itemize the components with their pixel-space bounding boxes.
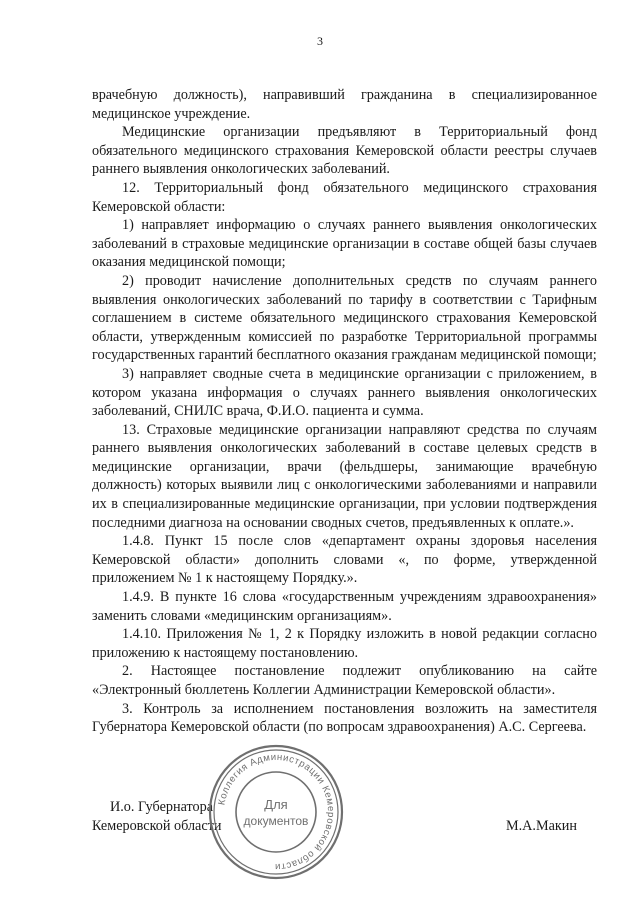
paragraph: 1.4.9. В пункте 16 слова «государственным учреждениям здравоохранения» заменить словами «медицинским организациям». [92, 589, 597, 624]
official-stamp [206, 742, 346, 882]
stamp-center-line2: документов [243, 814, 309, 828]
stamp-outer-ring [210, 746, 342, 878]
paragraph: 12. Территориальный фонд обязательного медицинского страхования Кемеровской области: [92, 179, 597, 215]
paragraph: Медицинские организации предъявляют в Территориальный фонд обязательного медицинского страхования Кемеровской области реестры случаев раннего выявления онкологических заболеваний. [92, 124, 597, 178]
signatory-name: М.А.Макин [506, 818, 577, 834]
paragraph: врачебную должность), направивший гражданина в специализированное медицинское учреждение. [92, 87, 597, 122]
paragraph: 2. Настоящее постановление подлежит опубликованию на сайте «Электронный бюллетень Коллегии Администрации Кемеровской области». [92, 663, 597, 698]
paragraph: 1.4.10. Приложения № 1, 2 к Порядку изложить в новой редакции согласно приложению к настоящему постановлению. [92, 626, 597, 661]
stamp-center-line1: Для [264, 797, 288, 812]
stamp-center-ring [236, 772, 316, 852]
paragraph: 1.4.8. Пункт 15 после слов «департамент охраны здоровья населения Кемеровской области» дополнить словами «, по форме, утвержденной приложением № 1 к настоящему Порядку.». [92, 533, 597, 587]
paragraph: 3) направляет сводные счета в медицинские организации с приложением, в котором указана информация о случаях раннего выявления онкологических заболеваний, СНИЛС врача, Ф.И.О. пациента и сумма. [92, 365, 597, 420]
paragraph: 13. Страховые медицинские организации направляют средства по случаям раннего выявления онкологических заболеваний в составе целевых средств в медицинские организации, врачи (фельдшеры, занимающие врачебную должность) которых выявили лиц с онкологическими заболеваниями и направили их в специализированные медицинские организации, при условии подтверждения последними диагноза на основании сводных счетов, предъявленных к оплате.». [92, 421, 597, 531]
page-number: 3 [317, 34, 323, 48]
paragraph: 3. Контроль за исполнением постановления возложить на заместителя Губернатора Кемеровской области (по вопросам здравоохранения) А.С. Сергеева. [92, 700, 597, 736]
stamp-ring-text: Коллегия Администрации Кемеровской области [216, 751, 337, 873]
document-body [92, 86, 597, 737]
paragraph: 1) направляет информацию о случаях раннего выявления онкологических заболеваний в страховые медицинские организации в составе общей базы случаев оказания медицинской помощи; [92, 217, 597, 271]
signatory-title: И.о. Губернатора [110, 799, 213, 815]
paragraph: 2) проводит начисление дополнительных средств по случаям раннего выявления онкологических заболеваний по тарифу в соответствии с Тарифным соглашением в системе обязательного медицинского страхования Кемеровской области, утвержденным комиссией по разработке Территориальной программы государственных гарантий бесплатного оказания гражданам медицинской помощи; [92, 272, 597, 364]
stamp-inner-ring [214, 750, 338, 874]
signatory-region: Кемеровской области [92, 818, 222, 834]
